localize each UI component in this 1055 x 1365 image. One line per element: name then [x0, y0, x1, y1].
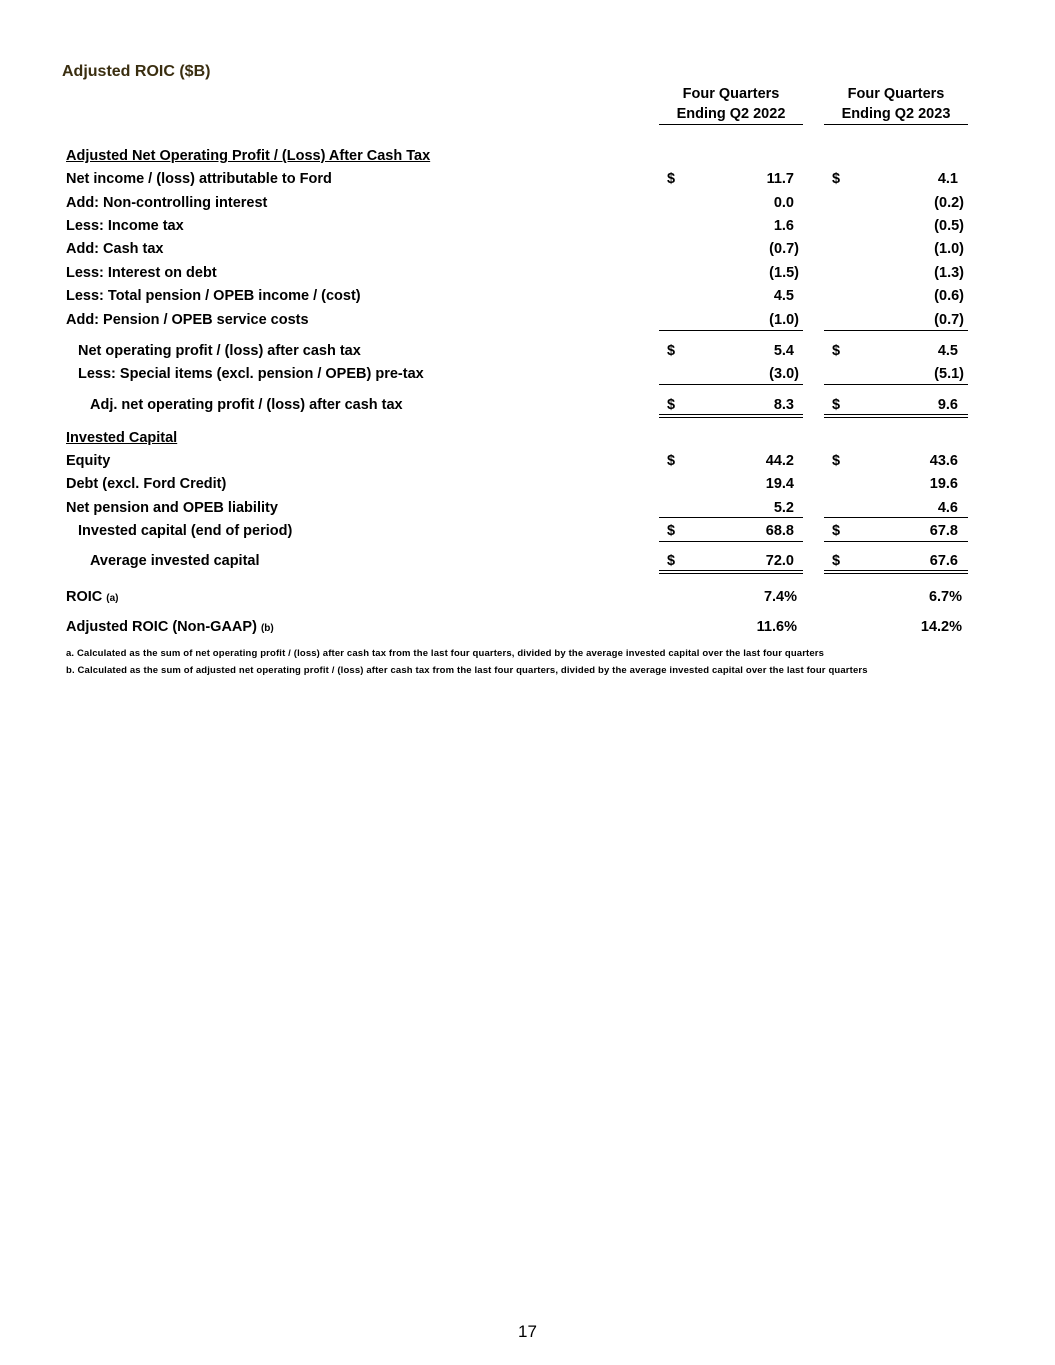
footnote-b: b. Calculated as the sum of adjusted net operating profit / (loss) after cash tax from the last four quarters, divided by the average invested capital over the last four quarters — [66, 665, 868, 676]
value-q2-2023: (0.6) — [934, 288, 964, 304]
table-row — [0, 475, 1055, 493]
table-row — [0, 342, 1055, 360]
table-row — [0, 217, 1055, 235]
value-q2-2023: (0.5) — [934, 218, 964, 234]
table-row — [0, 170, 1055, 188]
value-q2-2022: 4.5 — [773, 288, 794, 304]
currency-symbol: $ — [832, 171, 841, 187]
value-q2-2022: 19.4 — [765, 476, 794, 492]
roic-label: ROIC — [66, 589, 103, 605]
total-double-rule — [824, 414, 968, 418]
value-q2-2022: (1.5) — [769, 265, 799, 281]
value-q2-2023: (0.7) — [934, 312, 964, 328]
value-q2-2022: 5.4 — [773, 343, 794, 359]
value-q2-2022: 68.8 — [765, 523, 794, 539]
currency-symbol: $ — [667, 343, 676, 359]
total-double-rule — [824, 570, 968, 574]
value-q2-2022: (1.0) — [769, 312, 799, 328]
currency-symbol: $ — [667, 553, 676, 569]
row-label: Add: Cash tax — [66, 241, 164, 257]
table-row — [0, 499, 1055, 517]
row-label: Invested capital (end of period) — [78, 523, 293, 539]
subtotal-rule — [824, 330, 968, 331]
column-header-line2: Ending Q2 2023 — [824, 104, 968, 125]
value-q2-2023: 19.6 — [929, 476, 958, 492]
value-q2-2022: 72.0 — [765, 553, 794, 569]
value-q2-2022: 0.0 — [773, 195, 794, 211]
row-label: Less: Interest on debt — [66, 265, 217, 281]
row-label: Average invested capital — [90, 553, 260, 569]
table-row — [0, 287, 1055, 305]
value-q2-2023: 4.5 — [937, 343, 958, 359]
subtotal-rule — [659, 330, 803, 331]
footnote-a: a. Calculated as the sum of net operating profit / (loss) after cash tax from the last four quarters, divided by the average invested capital over the last four quarters — [66, 648, 825, 659]
table-row — [0, 588, 1055, 606]
value-q2-2022: 11.7 — [766, 171, 794, 187]
total-double-rule — [659, 414, 803, 418]
currency-symbol: $ — [667, 453, 676, 469]
value-q2-2023: (5.1) — [934, 366, 964, 382]
value-q2-2023: 6.7% — [928, 589, 962, 605]
value-q2-2022: 5.2 — [773, 500, 794, 516]
value-q2-2023: 9.6 — [937, 397, 958, 413]
page-number: 17 — [518, 1322, 537, 1341]
column-header-line1: Four Quarters — [847, 86, 945, 102]
value-q2-2022: 8.3 — [773, 397, 794, 413]
subtotal-rule — [659, 541, 803, 542]
value-q2-2023: (1.0) — [934, 241, 964, 257]
row-label: Net pension and OPEB liability — [66, 500, 278, 516]
row-label: Add: Pension / OPEB service costs — [66, 312, 309, 328]
row-label: Net income / (loss) attributable to Ford — [66, 171, 332, 187]
table-row — [0, 264, 1055, 282]
row-label: Net operating profit / (loss) after cash tax — [78, 343, 361, 359]
column-header-line1: Four Quarters — [682, 86, 780, 102]
table-row — [0, 618, 1055, 636]
table-row — [0, 552, 1055, 570]
footnote-marker: (b) — [260, 623, 274, 634]
section-header-invested-capital: Invested Capital — [66, 430, 178, 446]
value-q2-2023: 4.6 — [937, 500, 958, 516]
value-q2-2023: (1.3) — [934, 265, 964, 281]
row-label: Adj. net operating profit / (loss) after cash tax — [90, 397, 403, 413]
currency-symbol: $ — [832, 523, 841, 539]
table-row — [0, 311, 1055, 329]
table-row — [0, 522, 1055, 540]
subtotal-rule — [659, 517, 803, 518]
subtotal-rule — [659, 384, 803, 385]
value-q2-2022: 11.6% — [756, 619, 797, 635]
table-row — [0, 396, 1055, 414]
column-header-line2: Ending Q2 2022 — [659, 104, 803, 125]
currency-symbol: $ — [667, 171, 676, 187]
value-q2-2023: 4.1 — [937, 171, 958, 187]
row-label: Debt (excl. Ford Credit) — [66, 476, 227, 492]
row-label — [66, 588, 119, 608]
column-header-q2-2023 — [824, 84, 968, 125]
value-q2-2022: (0.7) — [769, 241, 799, 257]
footnote-marker: (a) — [106, 593, 119, 604]
page-title: Adjusted ROIC ($B) — [62, 63, 211, 80]
table-row — [0, 452, 1055, 470]
subtotal-rule — [824, 517, 968, 518]
value-q2-2022: 7.4% — [763, 589, 797, 605]
value-q2-2023: 67.6 — [929, 553, 958, 569]
value-q2-2022: 44.2 — [765, 453, 794, 469]
row-label: Add: Non-controlling interest — [66, 195, 268, 211]
currency-symbol: $ — [832, 397, 841, 413]
value-q2-2023: 14.2% — [920, 619, 962, 635]
row-label: Less: Income tax — [66, 218, 184, 234]
table-row — [0, 240, 1055, 258]
value-q2-2022: 1.6 — [773, 218, 794, 234]
value-q2-2023: 43.6 — [929, 453, 958, 469]
adjusted-roic-label: Adjusted ROIC (Non-GAAP) — [66, 619, 257, 635]
value-q2-2022: (3.0) — [769, 366, 799, 382]
table-row — [0, 194, 1055, 212]
row-label — [66, 618, 274, 638]
currency-symbol: $ — [832, 553, 841, 569]
total-double-rule — [659, 570, 803, 574]
value-q2-2023: (0.2) — [934, 195, 964, 211]
row-label: Less: Special items (excl. pension / OPEB) pre-tax — [78, 366, 424, 382]
section-header-nopat: Adjusted Net Operating Profit / (Loss) After Cash Tax — [66, 148, 431, 164]
currency-symbol: $ — [667, 523, 676, 539]
table-row — [0, 365, 1055, 383]
row-label: Less: Total pension / OPEB income / (cost) — [66, 288, 361, 304]
subtotal-rule — [824, 384, 968, 385]
currency-symbol: $ — [832, 453, 841, 469]
currency-symbol: $ — [667, 397, 676, 413]
row-label: Equity — [66, 453, 111, 469]
value-q2-2023: 67.8 — [929, 523, 958, 539]
column-header-q2-2022 — [659, 84, 803, 125]
subtotal-rule — [824, 541, 968, 542]
currency-symbol: $ — [832, 343, 841, 359]
